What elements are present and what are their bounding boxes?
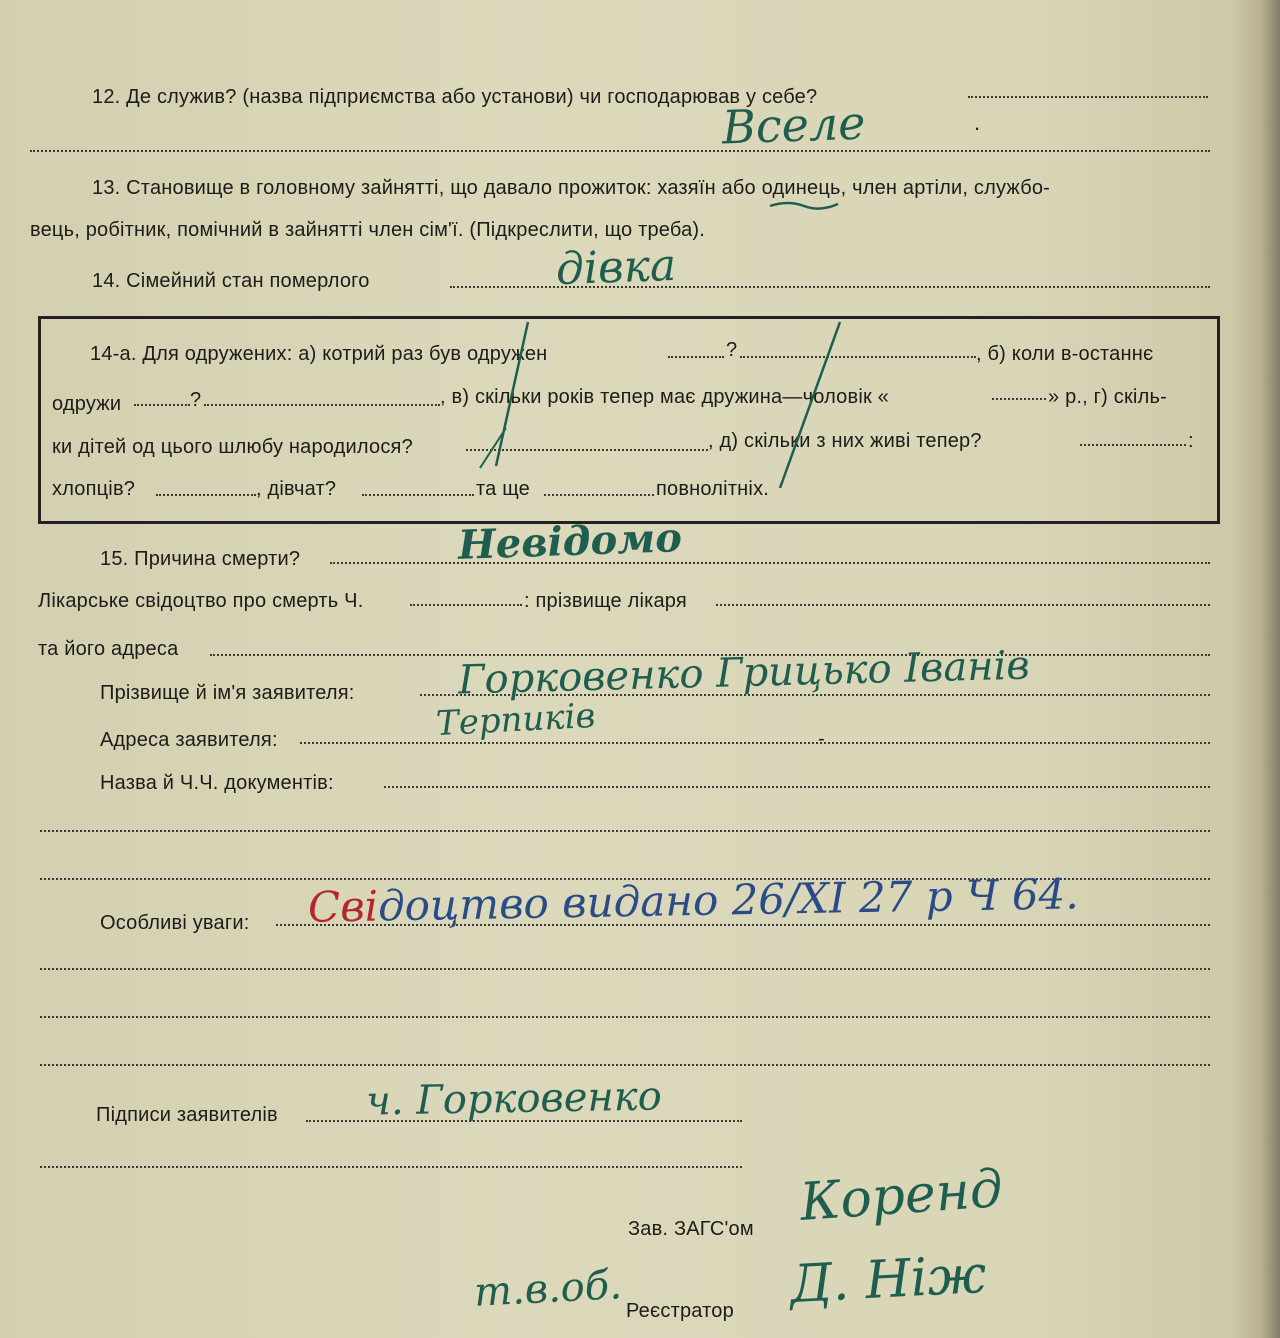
q15-label: 15. Причина смерти?: [100, 548, 301, 570]
remarks-value-red: Сві: [307, 881, 379, 932]
q14a-dot-3: [134, 404, 190, 406]
q14a-line3-a: ки дітей од цього шлюбу народилося?: [52, 436, 413, 458]
q12-dotline: [968, 96, 1208, 98]
q14a-line1-a: 14-а. Для одружених: а) котрий раз був одружен: [90, 343, 548, 365]
binding-shadow: [1232, 0, 1280, 1338]
address-dash: -: [818, 728, 825, 750]
doctor-dot-2: [716, 604, 1210, 606]
signatures-value: ч. Горковенко: [365, 1073, 663, 1125]
q14a-dot-5: [992, 398, 1046, 400]
registrar-note: т.в.об.: [472, 1262, 623, 1316]
q14a-line4-b: , дівчат?: [256, 478, 337, 500]
doctor-name-label: : прізвище лікаря: [524, 590, 687, 612]
registrar-label: Реєстратор: [626, 1300, 734, 1322]
q15-answer: Невідомо: [457, 514, 683, 569]
q14a-qmark-1: ?: [726, 339, 738, 361]
applicant-docs-dot: [384, 786, 1210, 788]
remarks-value-blue: доцтво видано 26/ХІ 27 р Ч 64.: [377, 869, 1080, 931]
q12-label: 12. Де служив? (назва підприємства або установи) чи господарював у себе?: [92, 86, 818, 108]
q14a-line4-d: повнолітніх.: [656, 478, 770, 500]
blank-line-1: [40, 830, 1210, 832]
signatures-line-2: [40, 1166, 742, 1168]
q13-line2: вець, робітник, помічний в зайнятті член сім'ї. (Підкреслити, що треба).: [30, 219, 706, 241]
applicant-address-label: Адреса заявителя:: [100, 729, 278, 751]
applicant-name-label: Прізвище й ім'я заявителя:: [100, 682, 355, 704]
remarks-line-4: [40, 1064, 1210, 1066]
q12-answer: Вселе: [721, 95, 867, 155]
q14a-colon: :: [1188, 430, 1194, 452]
doctor-cert-label: Лікарське свідоцтво про смерть Ч.: [38, 590, 364, 612]
q14a-dot-4: [204, 404, 440, 406]
applicant-name-value-1: Горковенко Грицько Іванів: [457, 642, 1031, 704]
applicant-docs-label: Назва й Ч.Ч. документів:: [100, 772, 334, 794]
remarks-line-2: [40, 968, 1210, 970]
q14-label: 14. Сімейний стан померлого: [92, 270, 370, 292]
remarks-line-3: [40, 1016, 1210, 1018]
q12-line2: [30, 150, 1210, 152]
signatures-label: Підписи заявителів: [96, 1104, 278, 1126]
q14a-qmark-2: ?: [190, 389, 202, 411]
applicant-address-dot: [300, 742, 1210, 744]
q13-line1: 13. Становище в головному зайнятті, що давало прожиток: хазяїн або одинець, член артіли, службо-: [92, 177, 1051, 199]
q14a-line1-b: , б) коли в-останнє: [976, 343, 1154, 365]
q14a-line2-a: одружи: [52, 393, 122, 415]
remarks-label: Особливі уваги:: [100, 912, 250, 934]
doctor-dot-1: [410, 604, 522, 606]
q14a-line2-b: , в) скільки років тепер має дружина—чоловік «: [440, 386, 889, 408]
q14a-dot-8: [156, 494, 256, 496]
q14a-line3-b: , д) скільки з них живі тепер?: [708, 430, 982, 452]
q14a-line2-c: » р., г) скіль-: [1048, 386, 1167, 408]
q14a-dot-7: [1080, 444, 1186, 446]
applicant-name-value-2: Терпиків: [435, 695, 597, 745]
q14-answer: дівка: [555, 239, 677, 296]
hazyain-underline: [768, 198, 840, 212]
registrar-signature: Д. Ніж: [788, 1244, 988, 1316]
zags-signature: Коренд: [798, 1158, 1005, 1234]
doctor-address-label: та його адреса: [38, 638, 179, 660]
q14a-line4-a: хлопців?: [52, 478, 136, 500]
box-crossout-marks: [440, 318, 860, 518]
q12-mark: .: [974, 110, 981, 135]
zags-label: Зав. ЗАГС'ом: [628, 1218, 754, 1240]
q14a-line4-c: та ще: [476, 478, 530, 500]
